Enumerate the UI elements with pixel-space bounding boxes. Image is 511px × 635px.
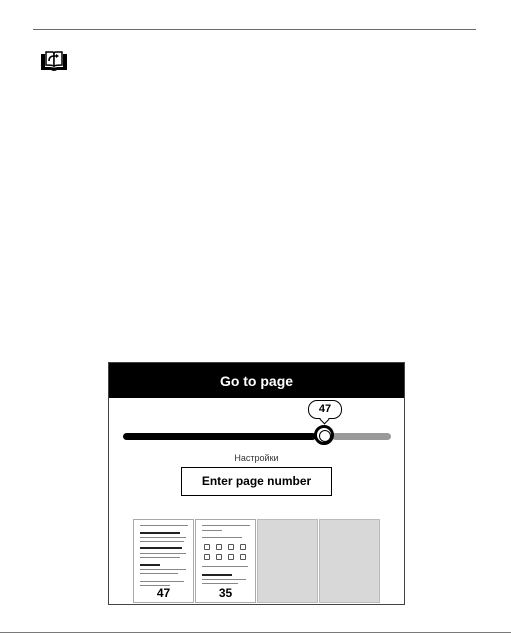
thumbnail-page-number: 47 bbox=[156, 586, 171, 600]
dialog-title: Go to page bbox=[109, 363, 404, 398]
page-thumbnail-empty[interactable] bbox=[319, 519, 380, 603]
slider-track-filled bbox=[123, 433, 316, 440]
page-thumbnail-empty[interactable] bbox=[257, 519, 318, 603]
page-thumbnail[interactable] bbox=[195, 519, 256, 603]
slider-track-remaining bbox=[332, 433, 391, 440]
page-thumbnail[interactable] bbox=[133, 519, 194, 603]
slider-thumb[interactable] bbox=[314, 425, 334, 445]
open-book-icon bbox=[40, 50, 68, 72]
page-number-input[interactable]: Enter page number bbox=[181, 467, 332, 496]
top-divider bbox=[33, 29, 476, 30]
bottom-divider bbox=[0, 632, 511, 633]
page-slider[interactable] bbox=[123, 427, 391, 445]
settings-label: Настройки bbox=[234, 453, 279, 463]
thumbnail-page-number: 35 bbox=[218, 586, 233, 600]
current-page-bubble: 47 bbox=[308, 400, 342, 419]
go-to-page-dialog bbox=[108, 362, 405, 605]
page-thumbnails bbox=[133, 519, 381, 603]
